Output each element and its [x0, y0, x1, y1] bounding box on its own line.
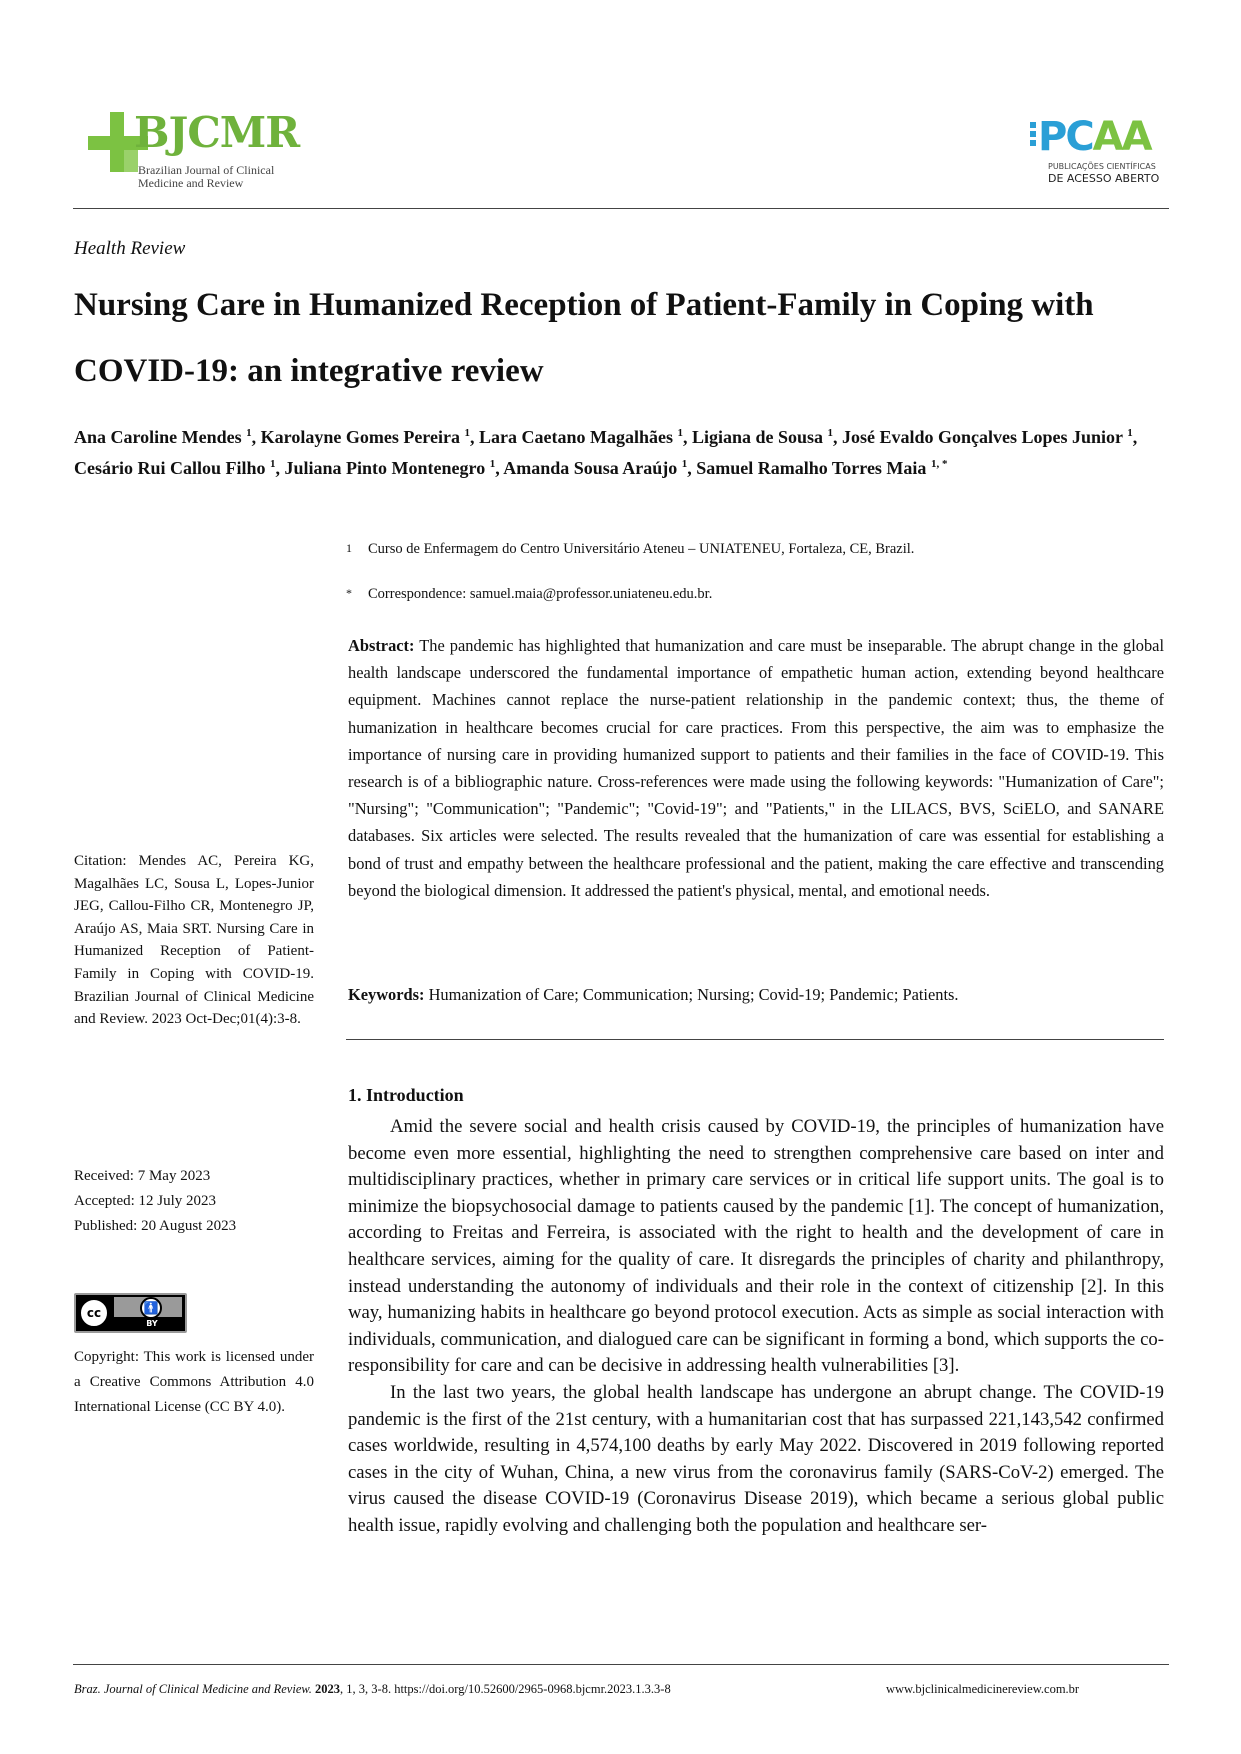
citation: Citation: Mendes AC, Pereira KG, Magalhães LC, Sousa L, Lopes-Junior JEG, Callou-Filho CR, Montenegro JP, Araújo AS, Maia SRT. Nursing Care in Humanized Reception of Patient-Family in Coping with COVID-19. Brazilian Journal of Clinical Medicine and Review. 2023 Oct-Dec;01(4):3-8. [74, 853, 314, 1028]
footer-year: 2023 [315, 1682, 341, 1696]
accepted-date: Accepted: 12 July 2023 [74, 1193, 217, 1209]
published-date: Published: 20 August 2023 [74, 1218, 237, 1234]
journal-logo-subtitle [138, 164, 274, 190]
journal-logo [88, 108, 308, 202]
journal-logo-line2: Medicine and Review [138, 176, 244, 190]
correspondence-mark: * [346, 586, 352, 600]
header-rule [73, 208, 1169, 209]
footer-doi[interactable]: , 1, 3, 3-8. https://doi.org/10.52600/2965-0968.bjcmr.2023.1.3.3-8 [340, 1682, 671, 1696]
abstract [348, 632, 1164, 904]
paragraph: In the last two years, the global health landscape has undergone an abrupt change. The COVID-19 pandemic is the first of the 21st century, with a humanitarian cost that has surpassed 221,143,542 confirmed cases worldwide, resulting in 4,574,100 deaths by early May 2022. Discovered in 2019 following reported cases in the city of Wuhan, China, a new virus from the coronavirus family (SARS-CoV-2) emerged. The virus caused the disease COVID-19 (Coronavirus Disease 2019), which became a serious global public health issue, rapidly evolving and challenging both the population and healthcare ser- [348, 1381, 1164, 1536]
journal-logo-line1: Brazilian Journal of Clinical [138, 163, 275, 177]
footer-rule [73, 1664, 1169, 1665]
introduction-body [348, 1114, 1164, 1540]
paragraph: Amid the severe social and health crisis caused by COVID-19, the principles of humanization have become even more essential, highlighting the need to strengthen comprehensive care based on inter and multidisciplinary practices, whether in primary care services or in critical life support units. The goal is to minimize the biopsychosocial damage to patients caused by the pandemic [1]. The concept of humanization, according to Freitas and Ferreira, is associated with the right to health and the development of care in healthcare services, aiming for the quality of care. It disregards the principles of charity and philanthropy, instead understanding the autonomy of individuals and their role in the context of citizenship [2]. In this way, humanizing habits in healthcare go beyond protocol execution. Acts as simple as social interaction with individuals, communication, and dialogued care can be significant in forming a bond, which supports the co-responsibility for care and can be decisive in addressing health vulnerabilities [3]. [348, 1116, 1164, 1377]
footer-website-link[interactable]: www.bjclinicalmedicinereview.com.br [886, 1682, 1080, 1696]
received-date: Received: 7 May 2023 [74, 1168, 211, 1184]
keywords-text: Humanization of Care; Communication; Nursing; Covid-19; Pandemic; Patients. [428, 985, 959, 1004]
publisher-logo-line2: DE ACESSO ABERTO [1048, 172, 1160, 185]
affiliation-mark: 1 [346, 541, 352, 555]
attribution-icon: 🚹 [140, 1297, 162, 1319]
abstract-divider [346, 1039, 1164, 1040]
publisher-logo-line1: PUBLICAÇÕES CIENTÍFICAS [1048, 162, 1156, 171]
cc-by-license-badge[interactable] [74, 1293, 187, 1333]
keywords [348, 981, 1164, 1008]
section-label: Health Review [74, 238, 186, 259]
abstract-text: The pandemic has highlighted that humanization and care must be inseparable. The abrupt change in the global health landscape underscored the fundamental importance of empathetic human action, extending beyond healthcare equipment. Machines cannot replace the nurse-patient relationship in the pandemic context; thus, the theme of humanization in healthcare becomes crucial for care practices. From this perspective, the aim was to emphasize the importance of nursing care in providing humanized support to patients and their families in the face of COVID-19. This research is of a bibliographic nature. Cross-references were made using the following keywords: "Humanization of Care"; "Nursing"; "Communication"; "Pandemic"; "Covid-19"; and "Patients," in the LILACS, BVS, SciELO, and SANARE databases. Six articles were selected. The results revealed that the humanization of care was essential for establishing a bond of trust and empathy between the healthcare professional and the patient, making the care effective and transcending beyond the biological dimension. It addressed the patient's physical, mental, and emotional needs. [348, 636, 1164, 900]
abstract-label: Abstract: [348, 636, 415, 655]
affiliation-text: Curso de Enfermagem do Centro Universitário Ateneu – UNIATENEU, Fortaleza, CE, Brazil. [368, 541, 915, 557]
keywords-label: Keywords: [348, 985, 425, 1004]
journal-logo-acronym: BJCMR [134, 108, 300, 157]
section-heading-introduction: 1. Introduction [348, 1085, 464, 1105]
by-label: BY [146, 1319, 158, 1328]
copyright-notice: Copyright: This work is licensed under a Creative Commons Attribution 4.0 International License (CC BY 4.0). [74, 1349, 314, 1415]
correspondence-text: Correspondence: samuel.maia@professor.uniateneu.edu.br. [368, 586, 713, 602]
article-title: Nursing Care in Humanized Reception of Patient-Family in Coping with COVID-19: an integrative review [74, 287, 1094, 389]
footer-journal: Braz. Journal of Clinical Medicine and Review. [74, 1682, 312, 1696]
footer-citation [74, 1682, 671, 1697]
publisher-logo-acronym: PCAA [1038, 114, 1151, 160]
correspondence [346, 586, 712, 603]
affiliation [346, 541, 914, 558]
publication-dates [74, 1164, 236, 1239]
publisher-logo [1030, 114, 1160, 198]
author-list: Ana Caroline Mendes $^1$, Karolayne Gomes Pereira $^1$, Lara Caetano Magalhães $^1$, Ligiana de Sousa $^1$, José Evaldo Gonçalves Lopes Junior $^1$, Cesário Rui Callou Filho $^1$, Juliana Pinto Montenegro $^1$, Amanda Sousa Araújo $^1$, Samuel Ramalho Torres Maia $^{1, *}$ [74, 427, 1138, 478]
cc-icon: cc [79, 1298, 109, 1328]
